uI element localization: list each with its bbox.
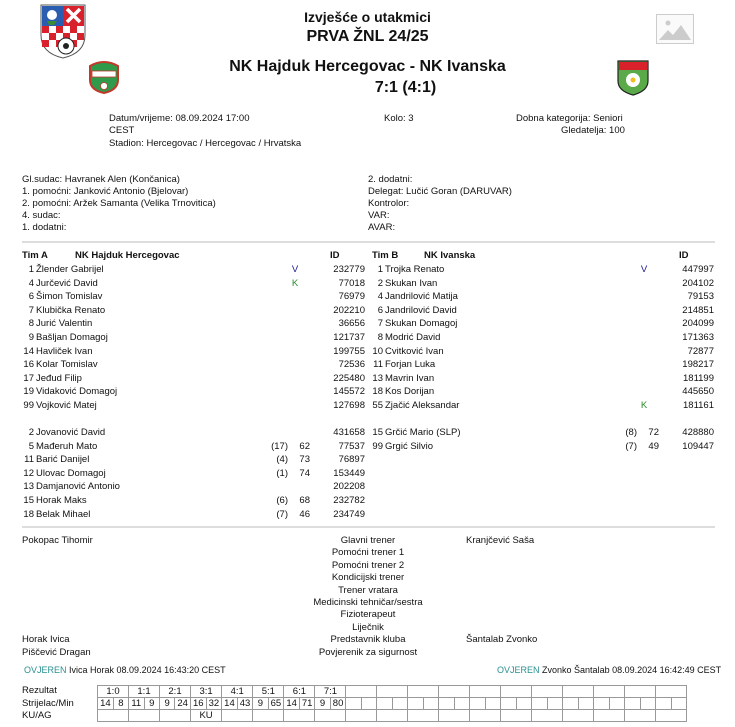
player-id: 72877	[687, 345, 714, 357]
player-number: 16	[23, 359, 34, 371]
player-number: 14	[23, 345, 34, 357]
player-id: 445650	[682, 386, 714, 398]
goal-note-cell	[563, 710, 594, 722]
player-name: Vidaković Domagoj	[36, 386, 118, 398]
goal-scorer-cell	[377, 698, 393, 710]
player-number: 6	[377, 304, 383, 316]
goal-scorer-cell	[408, 698, 424, 710]
player-number: 2	[28, 427, 34, 438]
goal-note-cell	[222, 710, 253, 722]
official-line: 2. dodatni:	[368, 174, 413, 185]
goal-note-cell	[594, 710, 625, 722]
player-number: 55	[372, 400, 383, 411]
goal-note-cell	[656, 710, 687, 722]
player-name: Jandrilović David	[385, 304, 457, 316]
player-row	[367, 318, 714, 331]
player-number: 7	[28, 304, 34, 316]
goal-minute-cell	[547, 698, 563, 710]
player-id: 204102	[682, 277, 714, 289]
sub-minute: 73	[299, 454, 310, 466]
goal-note-cell	[253, 710, 284, 722]
goal-note-cell	[315, 710, 346, 722]
replaced-player: (17)	[271, 440, 288, 452]
goal-score-cell	[470, 686, 501, 698]
competition-title: PRVA ŽNL 24/25	[306, 28, 429, 45]
player-row	[18, 481, 365, 494]
player-name: Zjačić Aleksandar	[385, 400, 460, 411]
goal-note-cell	[160, 710, 191, 722]
goal-note-cell	[284, 710, 315, 722]
player-name: Jeđud Filip	[36, 372, 82, 384]
official-line: 1. dodatni:	[22, 222, 67, 233]
goal-score-cell	[625, 686, 656, 698]
player-number: 18	[372, 386, 383, 398]
goal-score-cell: 4:1	[222, 686, 253, 698]
player-row	[18, 454, 365, 467]
player-number: 13	[23, 481, 34, 493]
goal-score-cell: 1:1	[129, 686, 160, 698]
home-verification	[24, 665, 226, 675]
player-id: 232782	[333, 495, 365, 506]
staff-role: Fizioterapeut	[340, 609, 396, 621]
round: Kolo: 3	[384, 113, 414, 124]
age-category: Dobna kategorija: Seniori	[516, 113, 623, 124]
goal-minute-cell: 71	[299, 698, 315, 710]
player-number: 8	[28, 318, 34, 330]
goal-minute-cell: 8	[113, 698, 128, 710]
goal-scorer-cell	[346, 698, 362, 710]
player-row	[18, 508, 365, 522]
team-a-id-header: ID	[330, 250, 340, 261]
replaced-player: (1)	[276, 467, 288, 479]
goal-minute-cell: 24	[175, 698, 191, 710]
goal-minute-cell: 65	[268, 698, 284, 710]
goal-note-cell	[439, 710, 470, 722]
goal-note-cell	[346, 710, 377, 722]
goals-label-scorer: Strijelac/Min	[22, 698, 74, 709]
staff-role: Medicinski tehničar/sestra	[313, 597, 423, 608]
player-row	[367, 304, 714, 318]
divider	[22, 526, 715, 528]
goal-score-cell	[377, 686, 408, 698]
goal-score-cell	[408, 686, 439, 698]
player-number: 8	[377, 332, 383, 343]
goal-minute-cell	[640, 698, 656, 710]
captain-mark: K	[291, 277, 299, 289]
player-id: 76979	[338, 291, 365, 303]
player-id: 76897	[338, 454, 365, 466]
goalkeeper-mark: V	[291, 264, 299, 275]
player-name: Bašljan Domagoj	[36, 332, 108, 343]
away-verified-text: Zvonko Šantalab 08.09.2024 16:42:49 CEST	[542, 665, 722, 675]
player-row	[18, 400, 365, 413]
player-id: 198217	[682, 359, 714, 371]
player-number: 19	[23, 386, 34, 398]
player-id: 428880	[682, 427, 714, 438]
player-row	[18, 386, 365, 399]
player-id: 181161	[683, 400, 714, 411]
goal-note-cell	[470, 710, 501, 722]
away-verification	[497, 665, 721, 675]
goal-note-cell	[377, 710, 408, 722]
goal-score-cell: 5:1	[253, 686, 284, 698]
goal-scorer-cell: 9	[253, 698, 268, 710]
goal-scorer-cell	[470, 698, 486, 710]
goal-score-cell	[656, 686, 687, 698]
player-row	[18, 291, 365, 304]
sub-minute: 62	[299, 440, 310, 452]
player-name: Belak Mihael	[36, 508, 91, 520]
goal-note-cell	[501, 710, 532, 722]
staff-role: Pomoćni trener 2	[331, 559, 405, 571]
home-staff-name: Horak Ivica	[22, 634, 70, 646]
goal-minute-cell	[485, 698, 501, 710]
official-line: 2. pomoćni: Aržek Samanta (Velika Trnovitica)	[22, 198, 216, 209]
player-id: 72536	[338, 359, 365, 371]
player-name: Modrić David	[385, 332, 441, 343]
player-name: Grčić Mario (SLP)	[385, 427, 461, 438]
player-row	[18, 264, 365, 277]
player-name: Trojka Renato	[385, 264, 445, 275]
player-id: 204099	[682, 318, 714, 330]
player-number: 1	[377, 264, 383, 275]
player-number: 1	[28, 264, 34, 275]
player-number: 10	[372, 345, 383, 357]
timezone: CEST	[109, 125, 135, 136]
goal-minute-cell	[454, 698, 470, 710]
goal-scorer-cell	[501, 698, 517, 710]
goals-row	[98, 698, 687, 710]
match-title: NK Hajduk Hercegovac - NK Ivanska	[229, 58, 506, 75]
goals-row	[98, 686, 687, 698]
player-name: Kos Dorijan	[385, 386, 435, 398]
home-staff-name: Pokopac Tihomir	[22, 535, 93, 546]
player-number: 12	[23, 467, 34, 479]
player-number: 13	[372, 372, 383, 384]
player-id: 234749	[333, 508, 365, 520]
player-number: 9	[28, 332, 34, 343]
player-id: 77537	[338, 440, 365, 452]
player-id: 79153	[687, 291, 714, 303]
home-verified-status: OVJEREN	[24, 665, 67, 675]
sub-minute: 72	[648, 427, 659, 438]
player-name: Žlender Gabrijel	[36, 264, 104, 275]
player-number: 6	[28, 291, 34, 303]
goal-score-cell: 2:1	[160, 686, 191, 698]
goal-minute-cell	[361, 698, 377, 710]
match-score	[0, 79, 735, 97]
goals-row	[98, 710, 687, 722]
goal-minute-cell	[392, 698, 408, 710]
goal-note-cell	[532, 710, 563, 722]
away-staff-name: Kranjčević Saša	[466, 535, 535, 546]
player-id: 171363	[682, 332, 714, 343]
goal-note-cell	[408, 710, 439, 722]
player-id: 121737	[333, 332, 365, 343]
stadium: Stadion: Hercegovac / Hercegovac / Hrvatska	[109, 138, 302, 149]
player-name: Mavrin Ivan	[385, 372, 435, 384]
team-b-name: NK Ivanska	[424, 250, 476, 261]
goal-score-cell	[532, 686, 563, 698]
team-b-label: Tim B	[372, 250, 399, 261]
player-id: 145572	[333, 386, 365, 398]
goal-note-cell	[129, 710, 160, 722]
official-line: 1. pomoćni: Janković Antonio (Bjelovar)	[22, 186, 189, 197]
player-id: 202208	[333, 481, 365, 493]
player-name: Ulovac Domagoj	[36, 467, 106, 479]
staff-role: Trener vratara	[338, 584, 398, 596]
player-name: Jurić Valentin	[36, 318, 93, 330]
player-row	[18, 345, 365, 359]
player-row	[18, 495, 365, 508]
goal-minute-cell: 9	[144, 698, 160, 710]
goal-score-cell: 3:1	[191, 686, 222, 698]
player-name: Vojković Matej	[36, 400, 97, 411]
goal-minute-cell: 32	[206, 698, 222, 710]
goal-scorer-cell: 14	[284, 698, 300, 710]
goal-scorer-cell: 14	[98, 698, 114, 710]
goal-scorer-cell: 14	[222, 698, 238, 710]
player-id: 127698	[333, 400, 365, 411]
goal-score-cell	[439, 686, 470, 698]
player-row	[367, 372, 714, 386]
replaced-player: (6)	[276, 495, 288, 506]
goal-score-cell: 1:0	[98, 686, 129, 698]
player-name: Horak Maks	[36, 495, 87, 506]
goal-scorer-cell: 16	[191, 698, 207, 710]
goal-minute-cell	[609, 698, 625, 710]
sub-minute: 46	[299, 508, 310, 520]
official-line: 4. sudac:	[22, 210, 61, 221]
goal-scorer-cell	[625, 698, 641, 710]
goal-minute-cell	[578, 698, 594, 710]
sub-minute: 74	[299, 467, 310, 479]
player-id: 199755	[333, 345, 365, 357]
goal-score-cell	[594, 686, 625, 698]
player-id: 77018	[338, 277, 365, 289]
player-row	[367, 440, 714, 454]
player-number: 5	[28, 440, 34, 452]
goal-note-cell	[98, 710, 129, 722]
player-row	[18, 332, 365, 345]
player-id: 232779	[333, 264, 365, 275]
goal-scorer-cell	[656, 698, 672, 710]
staff-role: Glavni trener	[340, 535, 396, 546]
player-id: 36656	[338, 318, 365, 330]
player-id: 109447	[682, 440, 714, 452]
score-value: 7:1 (4:1)	[374, 79, 437, 96]
player-name: Jovanović David	[36, 427, 106, 438]
player-row	[18, 304, 365, 318]
team-b-id-header: ID	[679, 250, 689, 261]
player-row	[18, 372, 365, 386]
player-number: 4	[377, 291, 383, 303]
goal-score-cell: 7:1	[315, 686, 346, 698]
replaced-player: (4)	[276, 454, 288, 466]
staff-role: Povjerenik za sigurnost	[318, 646, 418, 658]
player-row	[367, 359, 714, 372]
goal-scorer-cell	[439, 698, 455, 710]
report-title: Izvješće o utakmici	[304, 9, 431, 25]
player-name: Cvitković Ivan	[385, 345, 444, 357]
goal-minute-cell	[423, 698, 439, 710]
player-number: 18	[23, 508, 34, 520]
sub-minute: 49	[648, 440, 659, 452]
goal-score-cell	[501, 686, 532, 698]
replaced-player: (8)	[625, 427, 637, 438]
player-id: 202210	[333, 304, 365, 316]
goals-label-result: Rezultat	[22, 685, 57, 696]
goal-minute-cell: 80	[330, 698, 346, 710]
official-line: AVAR:	[368, 222, 396, 233]
player-row	[367, 277, 714, 291]
goal-score-cell	[563, 686, 594, 698]
player-id: 431658	[333, 427, 365, 438]
goal-scorer-cell: 9	[315, 698, 330, 710]
player-name: Mađeruh Mato	[36, 440, 98, 452]
player-name: Forjan Luka	[385, 359, 436, 371]
player-row	[367, 264, 714, 277]
player-name: Skukan Ivan	[385, 277, 438, 289]
player-id: 214851	[682, 304, 714, 316]
player-number: 15	[372, 427, 383, 438]
player-number: 11	[373, 359, 383, 371]
team-a-name: NK Hajduk Hercegovac	[75, 250, 180, 261]
player-id: 153449	[333, 467, 365, 479]
official-line: Delegat: Lučić Goran (DARUVAR)	[368, 186, 512, 197]
player-row	[18, 440, 365, 454]
staff-role: Pomoćni trener 1	[331, 547, 405, 559]
player-id: 225480	[333, 372, 365, 384]
player-row	[18, 318, 365, 331]
player-number: 99	[372, 440, 383, 452]
goal-note-cell	[625, 710, 656, 722]
player-name: Havliček Ivan	[36, 345, 93, 357]
replaced-player: (7)	[276, 508, 288, 520]
player-name: Skukan Domagoj	[385, 318, 458, 330]
away-staff-name: Šantalab Zvonko	[466, 634, 538, 646]
player-row	[367, 386, 714, 399]
player-number: 11	[24, 454, 34, 466]
player-row	[18, 359, 365, 372]
staff-role: Predstavnik kluba	[330, 634, 406, 646]
player-row	[367, 332, 714, 345]
player-name: Barić Danijel	[36, 454, 90, 466]
staff-role: Liječnik	[352, 621, 384, 633]
player-name: Grgić Silvio	[385, 440, 434, 452]
player-number: 4	[28, 277, 34, 289]
player-name: Damjanović Antonio	[36, 481, 120, 493]
goal-minute-cell	[516, 698, 532, 710]
goal-scorer-cell: 9	[160, 698, 175, 710]
home-staff-name: Piščević Dragan	[22, 646, 91, 658]
player-name: Kolar Tomislav	[36, 359, 98, 371]
player-number: 2	[377, 277, 383, 289]
player-number: 15	[23, 495, 34, 506]
goal-note-cell: KU	[191, 710, 222, 722]
goal-score-cell	[346, 686, 377, 698]
player-number: 7	[377, 318, 383, 330]
sub-minute: 68	[299, 495, 310, 506]
goal-minute-cell: 43	[237, 698, 253, 710]
captain-mark: K	[640, 400, 648, 411]
player-row	[18, 427, 365, 440]
player-row	[18, 277, 365, 291]
home-verified-text: Ivica Horak 08.09.2024 16:43:20 CEST	[69, 665, 226, 675]
player-number: 17	[23, 372, 34, 384]
goalkeeper-mark: V	[640, 264, 648, 275]
player-row	[18, 467, 365, 481]
away-verified-status: OVJEREN	[497, 665, 540, 675]
player-id: 447997	[682, 264, 714, 275]
player-name: Jurčević David	[36, 277, 98, 289]
goals-table	[97, 685, 687, 722]
player-name: Šimon Tomislav	[36, 291, 103, 303]
official-line: Gl.sudac: Havranek Alen (Končanica)	[22, 174, 180, 185]
replaced-player: (7)	[625, 440, 637, 452]
player-row	[367, 427, 714, 440]
player-name: Klubička Renato	[36, 304, 106, 316]
staff-role: Kondicijski trener	[331, 572, 405, 584]
goal-scorer-cell	[594, 698, 610, 710]
goal-minute-cell	[671, 698, 687, 710]
goal-score-cell: 6:1	[284, 686, 315, 698]
player-row	[367, 345, 714, 359]
goals-label-kuag: KU/AG	[22, 710, 52, 721]
player-row	[367, 291, 714, 304]
player-number: 99	[23, 400, 34, 411]
goal-scorer-cell	[563, 698, 579, 710]
goal-scorer-cell: 11	[129, 698, 145, 710]
goal-scorer-cell	[532, 698, 548, 710]
official-line: Kontrolor:	[368, 198, 410, 209]
player-id: 181199	[683, 372, 714, 384]
divider	[22, 241, 715, 243]
player-row	[367, 400, 714, 413]
player-name: Jandrilović Matija	[385, 291, 458, 303]
team-a-label: Tim A	[22, 250, 48, 261]
datetime: Datum/vrijeme: 08.09.2024 17:00	[109, 113, 250, 124]
spectators: Gledatelja: 100	[561, 125, 625, 136]
official-line: VAR:	[368, 210, 390, 221]
